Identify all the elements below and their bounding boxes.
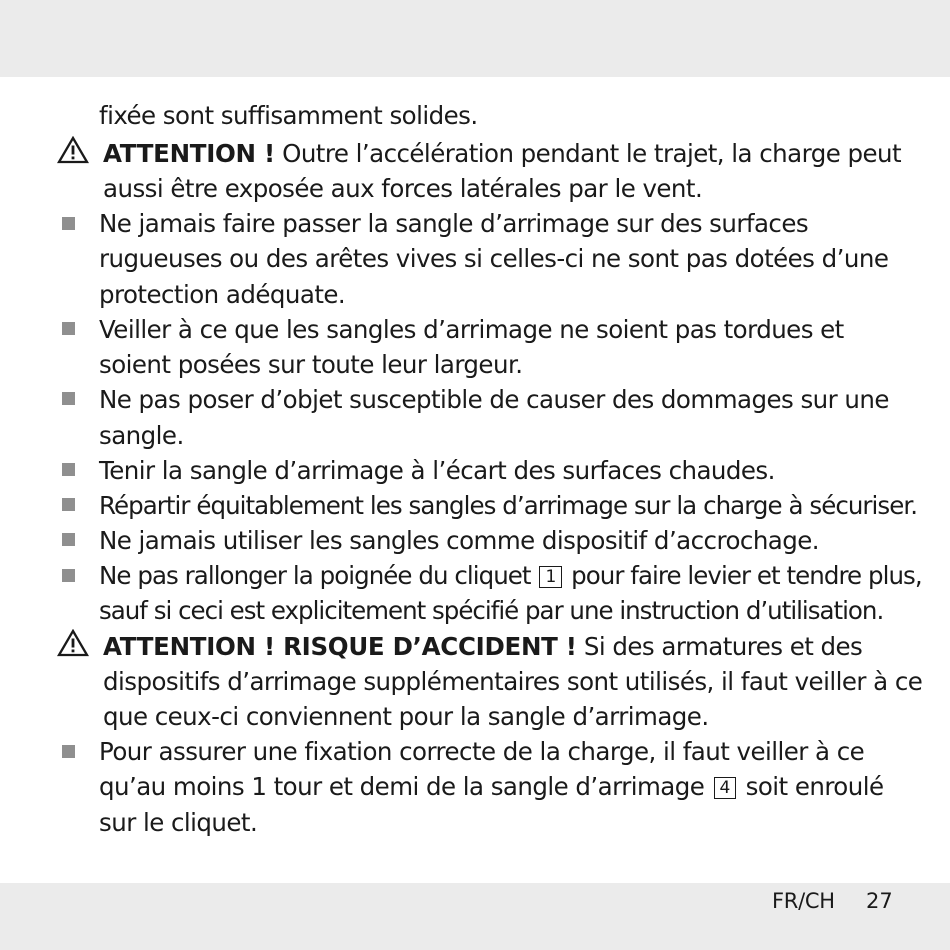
text-segment: soit enroulé <box>745 772 884 801</box>
bullet-text-line <box>99 561 922 591</box>
part-reference-box: 1 <box>539 566 562 588</box>
bullet-text-line: Pour assurer une fixation correcte de la charge, il faut veiller à ce <box>99 737 865 766</box>
part-reference-box: 4 <box>714 777 737 799</box>
square-bullet-icon <box>62 533 75 546</box>
text-line: fixée sont suffisamment solides. <box>99 101 478 130</box>
bullet-text-line: Tenir la sangle d’arrimage à l’écart des surfaces chaudes. <box>99 456 775 485</box>
footer-language-code: FR/CH <box>772 889 835 913</box>
top-margin-band <box>0 0 950 77</box>
square-bullet-icon <box>62 463 75 476</box>
square-bullet-icon <box>62 498 75 511</box>
square-bullet-icon <box>62 569 75 582</box>
text-line: soient posées sur toute leur largeur. <box>99 350 523 379</box>
text-line <box>99 772 884 802</box>
warning-paragraph-line <box>103 139 901 169</box>
text-segment: Ne pas rallonger la poignée du cliquet <box>99 561 531 590</box>
text-segment: qu’au moins 1 tour et demi de la sangle d’arrimage <box>99 772 705 801</box>
bullet-text-line: Répartir équitablement les sangles d’arrimage sur la charge à sécuriser. <box>99 491 918 520</box>
warning-triangle-icon <box>57 629 89 657</box>
warning-heading: ATTENTION ! RISQUE D’ACCIDENT ! <box>103 632 577 661</box>
square-bullet-icon <box>62 392 75 405</box>
text-line: sauf si ceci est explicitement spécifié par une instruction d’utilisation. <box>99 596 884 625</box>
text-line: sur le cliquet. <box>99 808 258 837</box>
warning-paragraph-line <box>103 632 862 662</box>
warning-triangle-icon <box>57 136 89 164</box>
bullet-text-line: Veiller à ce que les sangles d’arrimage ne soient pas tordues et <box>99 315 844 344</box>
text-line: protection adéquate. <box>99 280 346 309</box>
warning-heading: ATTENTION ! <box>103 139 275 168</box>
square-bullet-icon <box>62 322 75 335</box>
text-line: que ceux-ci conviennent pour la sangle d’arrimage. <box>103 702 709 731</box>
square-bullet-icon <box>62 217 75 230</box>
text-line: dispositifs d’arrimage supplémentaires sont utilisés, il faut veiller à ce <box>103 667 923 696</box>
footer-page-number: 27 <box>866 889 893 913</box>
bullet-text-line: Ne jamais faire passer la sangle d’arrimage sur des surfaces <box>99 209 809 238</box>
warning-text: Outre l’accélération pendant le trajet, la charge peut <box>274 139 902 168</box>
bullet-text-line: Ne jamais utiliser les sangles comme dispositif d’accrochage. <box>99 526 820 555</box>
text-segment: pour faire levier et tendre plus, <box>571 561 922 590</box>
text-line: aussi être exposée aux forces latérales par le vent. <box>103 174 703 203</box>
text-line: rugueuses ou des arêtes vives si celles-ci ne sont pas dotées d’une <box>99 244 889 273</box>
text-line: sangle. <box>99 421 184 450</box>
warning-text: Si des armatures et des <box>576 632 863 661</box>
bullet-text-line: Ne pas poser d’objet susceptible de causer des dommages sur une <box>99 385 889 414</box>
square-bullet-icon <box>62 745 75 758</box>
